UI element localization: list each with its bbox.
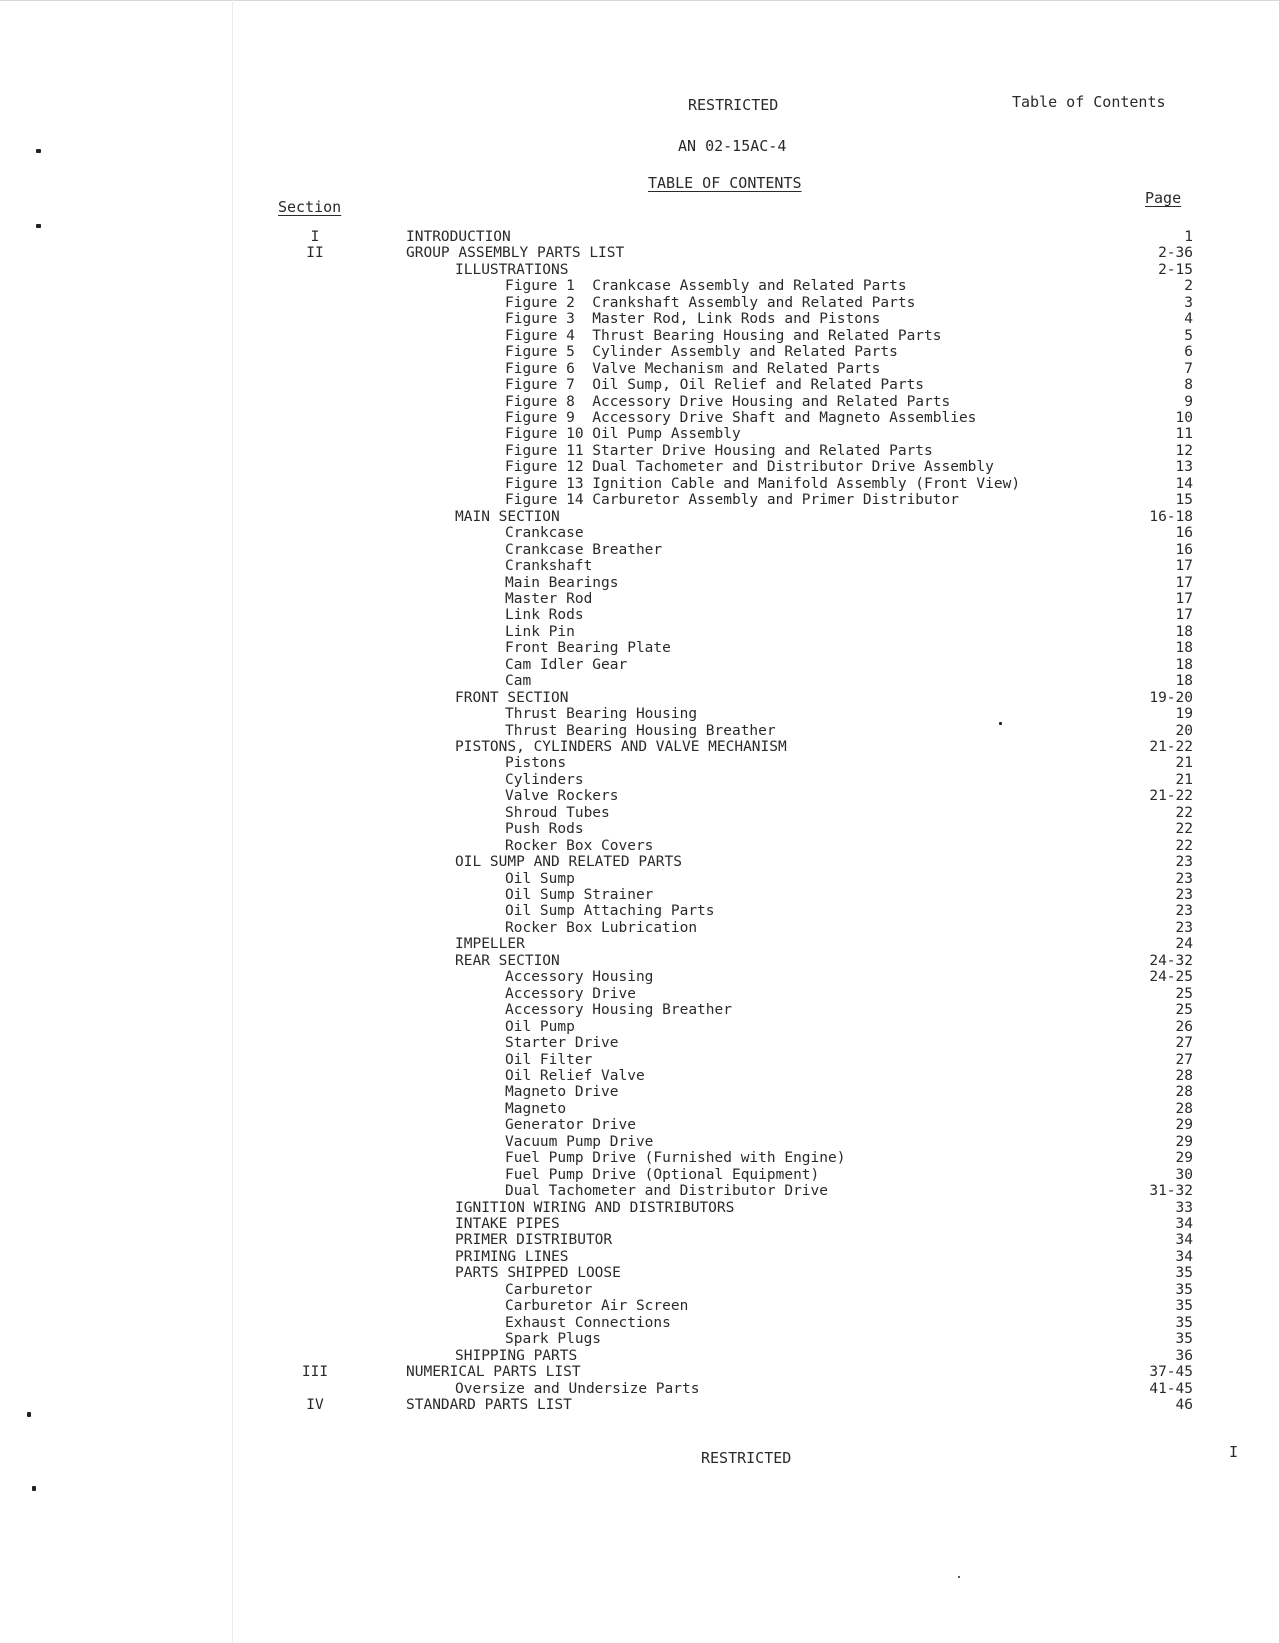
- toc-entry: [0, 920, 1279, 936]
- toc-entry-title: Figure 12 Dual Tachometer and Distributor Drive Assembly: [505, 459, 994, 476]
- toc-page-number: 27: [1175, 1035, 1193, 1051]
- toc-entry: [0, 525, 1279, 541]
- toc-entry-title: Oil Sump Attaching Parts: [505, 903, 715, 920]
- toc-page-number: 34: [1175, 1216, 1193, 1232]
- toc-entry: [0, 1397, 1279, 1413]
- toc-entry: [0, 1068, 1279, 1084]
- toc-page-number: 24-25: [1149, 969, 1193, 986]
- toc-entry: [0, 1084, 1279, 1100]
- toc-entry: [0, 1249, 1279, 1265]
- toc-entry: [0, 739, 1279, 755]
- toc-page-number: 27: [1175, 1051, 1193, 1068]
- toc-entry-title: Accessory Housing: [505, 969, 654, 986]
- toc-entry: [0, 394, 1279, 410]
- scan-edge-top: [0, 0, 1279, 1]
- toc-entry-title: Cylinders: [505, 771, 584, 788]
- header-restricted: RESTRICTED: [688, 96, 779, 114]
- toc-entry-title: Main Bearings: [505, 574, 619, 591]
- toc-page-number: 30: [1175, 1166, 1193, 1183]
- toc-section-numeral: III: [301, 1364, 329, 1380]
- toc-page-number: 20: [1175, 722, 1193, 739]
- toc-page-number: 29: [1175, 1117, 1193, 1134]
- toc-title: TABLE OF CONTENTS: [648, 174, 802, 192]
- toc-entry: [0, 377, 1279, 393]
- toc-entry: [0, 311, 1279, 327]
- toc-entry: [0, 1348, 1279, 1364]
- toc-entry: [0, 459, 1279, 475]
- toc-page-number: 4: [1184, 311, 1193, 328]
- toc-page-number: 18: [1175, 656, 1193, 673]
- toc-page-number: 8: [1184, 377, 1193, 393]
- toc-entry: [0, 1364, 1279, 1380]
- toc-entry-title: Oil Relief Valve: [505, 1067, 645, 1084]
- toc-entry-title: Link Rods: [505, 607, 584, 624]
- toc-page-number: 18: [1175, 623, 1193, 640]
- toc-entry-title: REAR SECTION: [455, 952, 560, 969]
- toc-page-number: 3: [1184, 294, 1193, 311]
- toc-entry-title: NUMERICAL PARTS LIST: [406, 1364, 581, 1380]
- toc-entry-title: Carburetor Air Screen: [505, 1298, 689, 1315]
- toc-entry-title: Rocker Box Lubrication: [505, 919, 698, 936]
- toc-entry-title: Figure 7 Oil Sump, Oil Relief and Related Parts: [505, 377, 925, 393]
- toc-entry-title: Oil Pump: [505, 1018, 575, 1035]
- toc-entry: [0, 788, 1279, 804]
- toc-page-number: 7: [1184, 360, 1193, 377]
- toc-entry-title: Figure 14 Carburetor Assembly and Primer Distributor: [505, 492, 959, 509]
- toc-entry: [0, 624, 1279, 640]
- toc-entry-title: Oversize and Undersize Parts: [455, 1380, 700, 1397]
- toc-entry-title: Spark Plugs: [505, 1331, 602, 1348]
- running-title: Table of Contents: [1012, 93, 1166, 111]
- toc-entry-title: INTAKE PIPES: [455, 1216, 560, 1232]
- toc-page-number: 1: [1184, 229, 1193, 245]
- margin-mark: [36, 224, 41, 228]
- toc-entry: [0, 328, 1279, 344]
- toc-entry: [0, 361, 1279, 377]
- toc-page-number: 24: [1175, 936, 1193, 953]
- toc-entry-title: Oil Filter: [505, 1051, 593, 1068]
- toc-page-number: 6: [1184, 344, 1193, 361]
- toc-page-number: 29: [1175, 1150, 1193, 1167]
- toc-page-number: 46: [1175, 1397, 1193, 1413]
- toc-entry: [0, 443, 1279, 459]
- toc-entry: [0, 1282, 1279, 1298]
- toc-page-number: 25: [1175, 985, 1193, 1002]
- margin-mark: [32, 1486, 36, 1491]
- toc-entry: [0, 1331, 1279, 1347]
- toc-entry: [0, 772, 1279, 788]
- toc-entry: [0, 1002, 1279, 1018]
- toc-entry-title: Fuel Pump Drive (Optional Equipment): [505, 1166, 820, 1183]
- toc-page-number: 5: [1184, 327, 1193, 344]
- toc-entry: [0, 936, 1279, 952]
- toc-page-number: 34: [1175, 1232, 1193, 1249]
- toc-entry-title: Magneto Drive: [505, 1084, 619, 1101]
- toc-entry-title: Figure 10 Oil Pump Assembly: [505, 426, 741, 443]
- toc-entry: [0, 1052, 1279, 1068]
- toc-entry: [0, 1134, 1279, 1150]
- toc-page-number: 35: [1175, 1331, 1193, 1348]
- toc-entry: [0, 1216, 1279, 1232]
- toc-entry-title: Figure 5 Cylinder Assembly and Related Parts: [505, 344, 898, 361]
- toc-entry-title: STANDARD PARTS LIST: [406, 1397, 572, 1413]
- toc-entry: [0, 805, 1279, 821]
- toc-page-number: 2-15: [1158, 261, 1193, 278]
- toc-entry-title: Figure 13 Ignition Cable and Manifold Assembly (Front View): [505, 475, 1021, 492]
- toc-entry-title: Figure 1 Crankcase Assembly and Related Parts: [505, 278, 907, 295]
- toc-entry-title: Shroud Tubes: [505, 804, 610, 821]
- toc-entry: [0, 542, 1279, 558]
- toc-section-numeral: II: [306, 245, 324, 262]
- toc-entry: [0, 344, 1279, 360]
- toc-entry-title: Push Rods: [505, 821, 584, 838]
- toc-entry-title: Accessory Drive: [505, 985, 636, 1002]
- toc-page-number: 25: [1175, 1002, 1193, 1019]
- toc-entry-title: OIL SUMP AND RELATED PARTS: [455, 854, 682, 871]
- toc-entry: [0, 838, 1279, 854]
- toc-entry-title: GROUP ASSEMBLY PARTS LIST: [406, 245, 625, 262]
- toc-entry-title: Cam Idler Gear: [505, 656, 628, 673]
- toc-entry: [0, 1101, 1279, 1117]
- toc-entry: [0, 1117, 1279, 1133]
- toc-page-number: 26: [1175, 1018, 1193, 1035]
- toc-page-number: 22: [1175, 821, 1193, 838]
- toc-entry-title: Figure 11 Starter Drive Housing and Related Parts: [505, 442, 933, 459]
- toc-entry: [0, 1315, 1279, 1331]
- toc-entry: [0, 673, 1279, 689]
- toc-entry: [0, 690, 1279, 706]
- toc-page-number: 31-32: [1149, 1183, 1193, 1200]
- toc-entry: [0, 262, 1279, 278]
- toc-entry: [0, 607, 1279, 623]
- toc-entry: [0, 1150, 1279, 1166]
- toc-entry: [0, 1183, 1279, 1199]
- toc-entry-title: Oil Sump: [505, 870, 575, 887]
- toc-entry: [0, 1019, 1279, 1035]
- toc-page-number: 28: [1175, 1084, 1193, 1101]
- toc-entry-title: INTRODUCTION: [406, 229, 511, 245]
- toc-entry: [0, 706, 1279, 722]
- toc-entry-title: Pistons: [505, 755, 567, 772]
- toc-entry: [0, 1298, 1279, 1314]
- toc-entry: [0, 575, 1279, 591]
- toc-page-number: 13: [1175, 459, 1193, 476]
- document-number: AN 02-15AC-4: [678, 137, 787, 155]
- toc-page-number: 19-20: [1149, 689, 1193, 706]
- toc-entry-title: SHIPPING PARTS: [455, 1347, 578, 1364]
- toc-entry: [0, 1265, 1279, 1281]
- toc-entry-title: Valve Rockers: [505, 788, 619, 805]
- toc-entry: [0, 1035, 1279, 1051]
- toc-page-number: 18: [1175, 673, 1193, 690]
- toc-entry-title: Thrust Bearing Housing: [505, 706, 698, 722]
- toc-page-number: 23: [1175, 903, 1193, 920]
- toc-entry: [0, 903, 1279, 919]
- toc-entry-title: PRIMING LINES: [455, 1248, 569, 1265]
- toc-page-number: 16-18: [1149, 508, 1193, 525]
- toc-entry-title: Exhaust Connections: [505, 1314, 671, 1331]
- page-column-header: Page: [1145, 189, 1182, 207]
- toc-entry: [0, 953, 1279, 969]
- toc-entry: [0, 591, 1279, 607]
- toc-page-number: 23: [1175, 887, 1193, 903]
- margin-mark: [958, 1576, 960, 1578]
- toc-page-number: 21-22: [1149, 739, 1193, 755]
- toc-entry: [0, 723, 1279, 739]
- toc-entry-title: Figure 2 Crankshaft Assembly and Related Parts: [505, 294, 916, 311]
- toc-page-number: 17: [1175, 607, 1193, 624]
- toc-page-number: 41-45: [1149, 1380, 1193, 1397]
- toc-entry: [0, 476, 1279, 492]
- toc-entry-title: FRONT SECTION: [455, 689, 569, 706]
- toc-page-number: 23: [1175, 919, 1193, 936]
- toc-entry: [0, 229, 1279, 245]
- section-column-header: Section: [278, 198, 342, 216]
- toc-entry-title: Accessory Housing Breather: [505, 1002, 732, 1019]
- toc-entry-title: Figure 3 Master Rod, Link Rods and Pistons: [505, 311, 881, 328]
- toc-entry: [0, 755, 1279, 771]
- toc-entry-title: Figure 8 Accessory Drive Housing and Related Parts: [505, 393, 951, 410]
- toc-entry-title: Front Bearing Plate: [505, 640, 671, 657]
- toc-page-number: 34: [1175, 1248, 1193, 1265]
- toc-page-number: 21: [1175, 755, 1193, 772]
- toc-entry: [0, 295, 1279, 311]
- toc-page-number: 10: [1175, 409, 1193, 426]
- toc-page-number: 17: [1175, 574, 1193, 591]
- toc-page-number: 35: [1175, 1281, 1193, 1298]
- toc-page-number: 15: [1175, 492, 1193, 509]
- toc-entry: [0, 245, 1279, 261]
- toc-entry-title: Generator Drive: [505, 1117, 636, 1134]
- toc-entry: [0, 854, 1279, 870]
- margin-mark: [36, 149, 41, 153]
- toc-entry: [0, 986, 1279, 1002]
- toc-page-number: 23: [1175, 870, 1193, 887]
- toc-page-number: 24-32: [1149, 952, 1193, 969]
- toc-page-number: 14: [1175, 475, 1193, 492]
- toc-entry: [0, 1167, 1279, 1183]
- toc-entry-title: PISTONS, CYLINDERS AND VALVE MECHANISM: [455, 739, 787, 755]
- toc-entry-title: Figure 4 Thrust Bearing Housing and Related Parts: [505, 327, 942, 344]
- toc-page-number: 16: [1175, 525, 1193, 542]
- toc-page-number: 28: [1175, 1100, 1193, 1117]
- toc-entry-title: Figure 6 Valve Mechanism and Related Parts: [505, 360, 881, 377]
- toc-entry-title: Magneto: [505, 1100, 567, 1117]
- toc-entry-title: Master Rod: [505, 590, 593, 607]
- toc-page-number: 22: [1175, 804, 1193, 821]
- toc-entry: [0, 640, 1279, 656]
- toc-entry: [0, 558, 1279, 574]
- toc-entry: [0, 969, 1279, 985]
- toc-entry-title: Oil Sump Strainer: [505, 887, 654, 903]
- toc-page-number: 17: [1175, 590, 1193, 607]
- toc-page-number: 21-22: [1149, 788, 1193, 805]
- toc-entry: [0, 887, 1279, 903]
- toc-entry-title: Fuel Pump Drive (Furnished with Engine): [505, 1150, 846, 1167]
- toc-page-number: 12: [1175, 442, 1193, 459]
- toc-entry-title: PARTS SHIPPED LOOSE: [455, 1265, 621, 1282]
- toc-entry-title: MAIN SECTION: [455, 508, 560, 525]
- toc-page-number: 33: [1175, 1199, 1193, 1216]
- toc-page-number: 11: [1175, 426, 1193, 443]
- toc-entry: [0, 492, 1279, 508]
- footer-restricted: RESTRICTED: [701, 1449, 792, 1467]
- toc-entry-title: Vacuum Pump Drive: [505, 1133, 654, 1150]
- toc-entry-title: Crankshaft: [505, 558, 593, 574]
- toc-page-number: 23: [1175, 854, 1193, 871]
- toc-page-number: 22: [1175, 837, 1193, 854]
- toc-entry-title: IGNITION WIRING AND DISTRIBUTORS: [455, 1199, 735, 1216]
- toc-entry-title: Dual Tachometer and Distributor Drive: [505, 1183, 829, 1200]
- toc-entry: [0, 657, 1279, 673]
- toc-entry-title: Figure 9 Accessory Drive Shaft and Magneto Assemblies: [505, 409, 977, 426]
- toc-entry: [0, 278, 1279, 294]
- toc-entry: [0, 871, 1279, 887]
- toc-page-number: 9: [1184, 393, 1193, 410]
- toc-entry-title: Thrust Bearing Housing Breather: [505, 722, 776, 739]
- toc-page-number: 16: [1175, 541, 1193, 558]
- toc-page-number: 28: [1175, 1067, 1193, 1084]
- toc-entry-title: Link Pin: [505, 623, 575, 640]
- toc-page-number: 35: [1175, 1265, 1193, 1282]
- toc-entry-title: PRIMER DISTRIBUTOR: [455, 1232, 613, 1249]
- toc-page-number: 35: [1175, 1314, 1193, 1331]
- toc-page-number: 17: [1175, 558, 1193, 574]
- toc-entry: [0, 1381, 1279, 1397]
- footer-page-number: I: [1229, 1443, 1239, 1461]
- toc-page-number: 2-36: [1158, 245, 1193, 262]
- toc-page-number: 35: [1175, 1298, 1193, 1315]
- toc-entry: [0, 410, 1279, 426]
- toc-entry: [0, 1232, 1279, 1248]
- toc-page-number: 36: [1175, 1347, 1193, 1364]
- toc-entry: [0, 509, 1279, 525]
- toc-entry-title: Cam: [505, 673, 532, 690]
- toc-page-number: 29: [1175, 1133, 1193, 1150]
- toc-entry: [0, 1200, 1279, 1216]
- toc-entry-title: IMPELLER: [455, 936, 525, 953]
- toc-page-number: 37-45: [1149, 1364, 1193, 1380]
- toc-entry: [0, 821, 1279, 837]
- toc-entry: [0, 426, 1279, 442]
- toc-page-number: 18: [1175, 640, 1193, 657]
- toc-entry-title: Carburetor: [505, 1281, 593, 1298]
- toc-page-number: 2: [1184, 278, 1193, 295]
- toc-entry-title: Crankcase: [505, 525, 584, 542]
- toc-entry-title: Rocker Box Covers: [505, 837, 654, 854]
- toc-entry-title: ILLUSTRATIONS: [455, 261, 569, 278]
- toc-entry-title: Starter Drive: [505, 1035, 619, 1051]
- toc-section-numeral: I: [310, 229, 320, 245]
- toc-entry-title: Crankcase Breather: [505, 541, 663, 558]
- toc-page-number: 19: [1175, 706, 1193, 722]
- toc-page-number: 21: [1175, 771, 1193, 788]
- toc-section-numeral: IV: [306, 1397, 324, 1413]
